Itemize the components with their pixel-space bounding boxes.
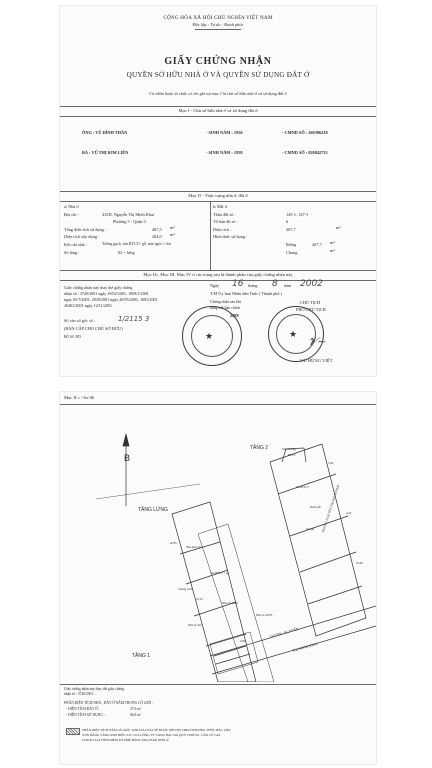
legend-line1: PHẦN DIỆN TÍCH NẰM LỘ GIỚI , KHI GIẢI TỎA SẼ ĐƯỢC ĐỀN BÙ THEO PHƯƠNG THỨC BẮC TÔN bbox=[82, 728, 231, 732]
dim-4: 20,85 bbox=[170, 541, 177, 545]
address-label: Địa chỉ : bbox=[64, 212, 79, 217]
section-note: Mục IIc, Mục III, Mục IV ở các trang sau là thành phần của giấy chứng nhận này bbox=[143, 272, 293, 277]
shared-unit: m² bbox=[330, 248, 335, 253]
floors-label: Số tầng : bbox=[64, 250, 80, 255]
house-heading: a/ Nhà ở bbox=[64, 204, 79, 209]
plan-page bbox=[60, 392, 376, 764]
legal-line4: 26402/2001 ngày 12/11/2001. bbox=[64, 303, 114, 308]
signer-name: VŨ HÙNG VIỆT bbox=[300, 358, 333, 363]
area-unit: m² bbox=[336, 225, 341, 230]
certificate-subtitle: QUYỀN SỞ HỮU NHÀ Ở VÀ QUYỀN SỬ DỤNG ĐẤT Ở bbox=[126, 71, 310, 79]
signing-month: 8 bbox=[272, 279, 278, 289]
registry-label: Số vào sổ gốc số : bbox=[64, 318, 96, 323]
room-label-7: Nhà số 410D bbox=[222, 601, 238, 605]
own-value: 267,7 bbox=[312, 242, 322, 247]
dim-3: 18,40 bbox=[356, 561, 363, 565]
map-value: 6 bbox=[286, 219, 289, 224]
nation-header: CỘNG HÒA XÃ HỘI CHỦ NGHĨA VIỆT NAM bbox=[163, 15, 273, 21]
built-area-unit: m² bbox=[170, 232, 175, 237]
form-code: BỘ SC-ND bbox=[64, 335, 81, 339]
owner2-born: - SINH NĂM : 1958 bbox=[206, 150, 243, 155]
registry-stamp-number: 2489 bbox=[230, 313, 239, 318]
lot-use-area-value: 66,8 m² bbox=[130, 713, 142, 717]
registry-number: 1/2115 3 bbox=[118, 315, 150, 323]
mezzanine-label: TẦNG LỬNG bbox=[138, 507, 168, 513]
ward: Phường 5 - Quận 3 bbox=[113, 219, 146, 224]
structure-value: Tường gạch, sàn BTCT+ gỗ, mái ngói + tôn bbox=[102, 242, 171, 246]
use-label: Hình thức sử dụng : bbox=[213, 234, 248, 239]
own-unit: m² bbox=[330, 240, 335, 245]
section2-heading: Mục II - Thực trạng nhà ở, đất ở bbox=[188, 193, 248, 198]
shared-label: Chung bbox=[286, 250, 298, 255]
land-heading: b/ Đất ở bbox=[213, 204, 227, 209]
legal-line3: ngày 05/7/2001; 2939/2001 ngày 20/05/2001; 1005/2001 bbox=[64, 297, 158, 302]
dim-1: 3,40 bbox=[328, 461, 334, 465]
built-area-label: Diện tích xây dựng : bbox=[64, 234, 100, 239]
room-label-8: Nhà số 410 B bbox=[256, 613, 273, 617]
dim-5: 25,25 bbox=[196, 597, 203, 601]
room-label-1: Sân thượng bbox=[282, 447, 296, 451]
signing-year: 2002 bbox=[300, 279, 323, 289]
certificate-intro: Cá nhân hoặc tổ chức có tên ghi tại mục I là chủ sở hữu nhà ở và sử dụng đất ở bbox=[149, 91, 287, 96]
address-value: 410D, Nguyễn Thị Minh Khai bbox=[102, 212, 155, 217]
dim-2: 4,35 bbox=[346, 511, 352, 515]
built-area-value: 264,0 bbox=[152, 234, 162, 239]
certificate-page bbox=[60, 6, 376, 376]
legend-line3: CHUẨN TẠI THỜI ĐIỂM KÝ HỢP ĐỒNG MUA BÁN NHÀ Ở bbox=[82, 738, 169, 742]
room-label-9: Nhà số 412 bbox=[188, 623, 202, 627]
section1-heading: Mục I - Chủ sở hữu nhà ở và sử dụng đất ở bbox=[178, 108, 258, 113]
area-value: 267,7 bbox=[286, 227, 296, 232]
plan-footer-line2: nhận số : 3740/2001 ... bbox=[64, 692, 97, 696]
lot-land-area-label: - DIỆN TÍCH ĐẤT Ở : bbox=[66, 707, 100, 711]
owner1-id: - CMND SỐ : 260396228 bbox=[282, 130, 328, 135]
floor2-label: TẦNG 2 bbox=[250, 445, 269, 451]
room-label-5: Sàn BTCT + gỗ bbox=[210, 571, 230, 575]
plan-heading: Mục II c / Sơ đồ bbox=[64, 395, 95, 400]
floor-area-label: Tổng diện tích sử dụng : bbox=[64, 227, 107, 232]
signature: 𝓥~ bbox=[308, 335, 327, 348]
lot-line-note: PHẦN DIỆN TÍCH NHÀ , ĐẤT Ở NẰM TRONG LỘ GIỚI : bbox=[64, 701, 154, 705]
street-label-2: THỊ MINH KHAI bbox=[291, 641, 319, 653]
room-label-10: Chung vách bbox=[178, 587, 193, 591]
owner1-born: - SINH NĂM : 1956 bbox=[206, 130, 243, 135]
floors-value: 02 + lửng bbox=[118, 250, 135, 255]
official-seal-right: ★ bbox=[268, 306, 324, 362]
chair-title: CHỦ TỊCH bbox=[300, 300, 321, 305]
north-label: B bbox=[124, 453, 131, 463]
structure-label: Kết cấu nhà : bbox=[64, 242, 87, 247]
floor-area-value: 467,5 bbox=[152, 227, 162, 232]
registry-note2: đăng với bản chính bbox=[210, 306, 240, 310]
room-label-11: Ranh đất bbox=[310, 505, 321, 509]
floor-plan-drawing bbox=[60, 404, 376, 682]
motto: Độc lập - Tự do - Hạnh phúc bbox=[192, 22, 244, 27]
signing-date-prefix: Ngày bbox=[210, 283, 220, 288]
owner1-name: ÔNG : VŨ ĐÌNH THẦN bbox=[82, 130, 128, 135]
owner-copy-note: (BẢN CẤP CHO CHỦ SỞ HỮU) bbox=[64, 326, 123, 331]
registry-note: Chứng nhận sau khi bbox=[210, 300, 242, 304]
signing-year-prefix: năm bbox=[284, 283, 292, 288]
room-label-6: Nhà phía sau bbox=[186, 545, 202, 549]
street-label-1: ĐƯỜNG NGUYỄN bbox=[269, 626, 299, 639]
plan-footer-line1: Giấy chứng nhận này thay thế giấy chứng bbox=[64, 687, 125, 691]
street-side-label: ĐƯỜNG NGUYỄN THỊ MINH KHAI bbox=[321, 484, 341, 533]
lot-use-area-label: - DIỆN TÍCH SỬ DỤNG : bbox=[66, 713, 105, 717]
official-seal-left: ★ bbox=[182, 306, 242, 366]
room-label-2: BTCT bbox=[288, 453, 296, 457]
lot-land-area-value: 37,6 m² bbox=[130, 707, 142, 711]
signing-day: 16 bbox=[232, 279, 244, 289]
hatch-legend-swatch bbox=[66, 728, 80, 735]
parcel-value: 145-1, 147-1 bbox=[286, 212, 309, 217]
room-label-4: Sàn gỗ bbox=[306, 527, 315, 531]
area-label: Diện tích : bbox=[213, 227, 232, 232]
floor1-label: TẦNG 1 bbox=[132, 653, 151, 659]
floor-area-unit: m² bbox=[170, 225, 175, 230]
legal-line2: nhận số : 3740/2001 ngày 19/02/2001; 1008/1/2001 bbox=[64, 291, 149, 296]
signing-month-prefix: tháng bbox=[248, 283, 258, 288]
owner2-id: - CMND SỐ : 020842755 bbox=[282, 150, 328, 155]
legal-line1: Giấy chứng nhận này thay thế giấy chứng bbox=[64, 285, 133, 290]
dim-6: 4,85 bbox=[240, 639, 246, 643]
parcel-label: Thửa đất số : bbox=[213, 212, 236, 217]
vice-chair-title: PHÓ CHỦ TỊCH bbox=[296, 307, 326, 312]
own-label: Riêng bbox=[286, 242, 297, 247]
owner2-name: BÀ : VŨ THỊ KIM LIÊN bbox=[82, 150, 129, 155]
signing-authority: T.M Ủy ban Nhân dân Tỉnh ( Thành phố ) bbox=[210, 291, 283, 296]
map-label: Tờ bản đồ số : bbox=[213, 219, 238, 224]
room-label-3: Sàn BTCT bbox=[296, 485, 309, 489]
certificate-title: GIẤY CHỨNG NHẬN bbox=[164, 56, 272, 67]
legend-line2: VỐN BẰNG VÀNG 9999 HIỆU SJC CỦA CÔNG TY VÀNG BẠC ĐÁ QUÝ TP.HCM , CĂN CỨ GIÁ bbox=[82, 733, 221, 737]
